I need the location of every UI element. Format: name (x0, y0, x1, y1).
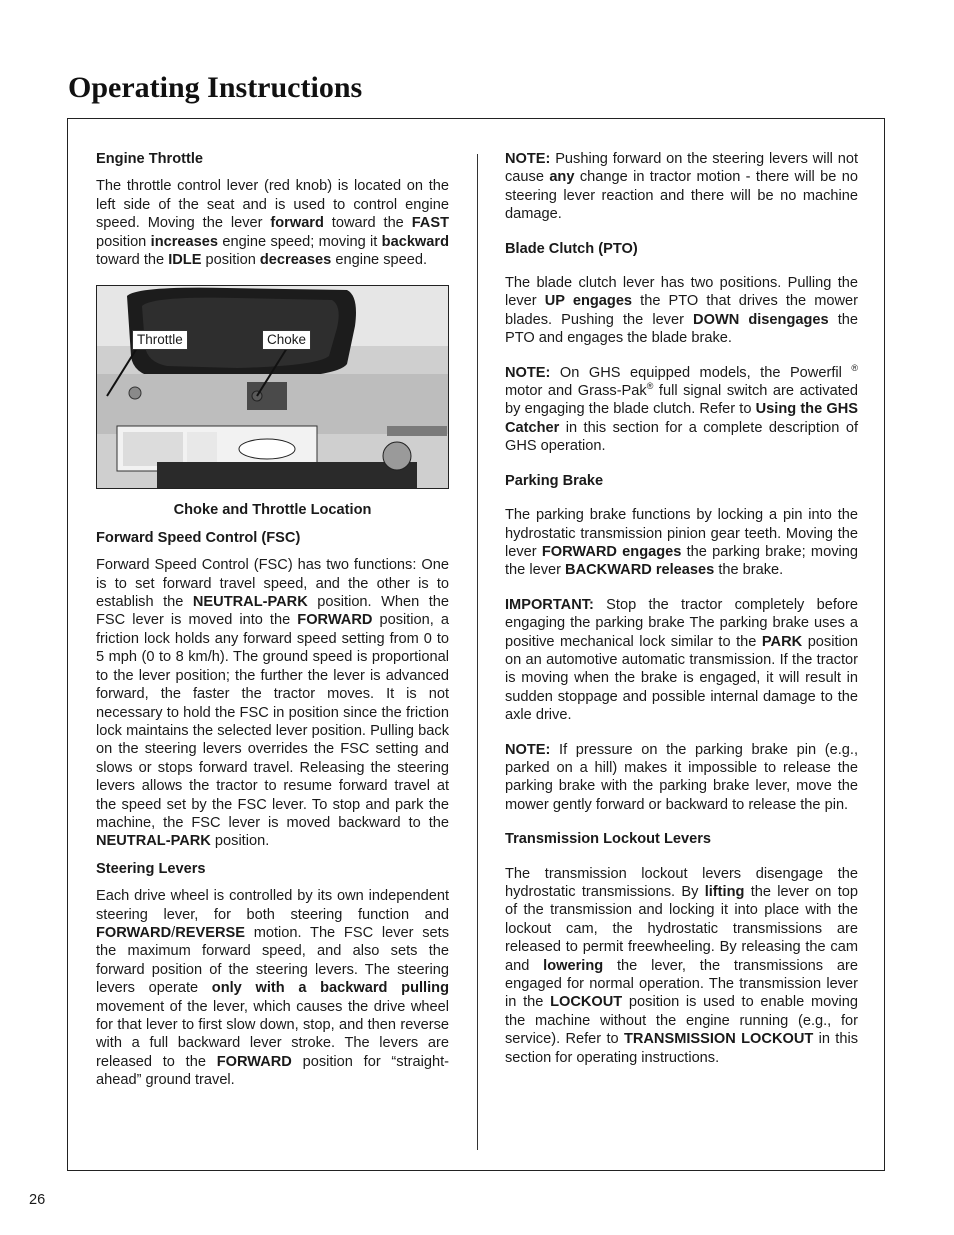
blade-clutch-paragraph: The blade clutch lever has two positions. Pulling the lever UP engages the PTO that drives the mower blades. Pushing the lever DOWN disengages the PTO and engages the blade brake. (505, 275, 859, 347)
ghs-note: NOTE: On GHS equipped models, the Powerfil ® motor and Grass-Pak® full signal switch are activated by engaging the blade clutch. Refer to Using the GHS Catcher in this section for a complete description of GHS operation. (505, 362, 859, 455)
lockout-paragraph: The transmission lockout levers disengage the hydrostatic transmissions. By lifting the lever on top of the transmission and locking it into place with the lockout cam, the hydrostatic transmissions are released to permit freewheeling. By releasing the cam and lowering the lever, the transmissions are engaged for normal operation. The transmission lever in the LOCKOUT position is used to enable moving the machine without the engine running (e.g., for service). Refer to TRANSMISSION LOCKOUT in this section for operating instructions. (505, 865, 859, 1066)
page-number: 26 (29, 1192, 46, 1208)
choke-throttle-photo (96, 285, 449, 489)
parking-brake-important: IMPORTANT: Stop the tractor completely before engaging the parking brake The parking brake uses a positive mechanical lock similar to the PARK position on an automotive automatic transmission. If the tractor is moving when the brake is engaged, it will result in sudden stoppage and possible internal damage to the axle drive. (505, 596, 858, 724)
column-divider (477, 154, 478, 1150)
parking-brake-paragraph: The parking brake functions by locking a pin into the hydrostatic transmission pinion gear teeth. Moving the lever FORWARD engages the parking brake; moving the lever BACKWARD releases the brake. (505, 507, 858, 579)
blade-clutch-heading: Blade Clutch (PTO) (505, 240, 638, 257)
steering-note: NOTE: Pushing forward on the steering levers will not cause any change in tractor motion - there will be no steering lever reaction and there will be no machine damage. (505, 151, 858, 223)
parking-brake-note: NOTE: If pressure on the parking brake pin (e.g., parked on a hill) makes it impossible to release the parking brake with the parking brake lever, move the mower gently forward or backward to release the pin. (505, 741, 858, 813)
steering-heading: Steering Levers (96, 860, 206, 877)
right-column (505, 150, 858, 1076)
fsc-paragraph: Forward Speed Control (FSC) has two functions: One is to set forward travel speed, and the other is to establish the NEUTRAL-PARK position. When the FSC lever is moved into the FORWARD position, a friction lock holds any forward speed setting from 0 to 5 mph (0 to 8 km/h). The ground speed is proportional to the lever position; the further the lever is advanced forward, the faster the tractor moves. It is not necessary to hold the FSC in position since the friction lock maintains the selected lever position. Pulling back on the steering levers overrides the FSC setting and slows or stops forward travel. Releasing the steering levers allows the tractor to resume forward travel at the speed set by the FSC lever. To stop and park the machine, the FSC lever is moved backward to the NEUTRAL-PARK position. (96, 557, 450, 850)
fsc-heading: Forward Speed Control (FSC) (96, 529, 301, 546)
engine-throttle-paragraph: The throttle control lever (red knob) is located on the left side of the seat and is used to control engine speed. Moving the lever forward toward the FAST position increases engine speed; moving it backward toward the IDLE position decreases engine speed. (96, 178, 449, 269)
engine-throttle-heading: Engine Throttle (96, 151, 204, 167)
mower-photo-illustration (97, 286, 449, 489)
page-title: Operating Instructions (68, 71, 363, 104)
throttle-callout: Throttle (132, 330, 188, 350)
left-column (96, 150, 449, 1099)
steering-paragraph: Each drive wheel is controlled by its own independent steering lever, for both steering function and FORWARD/REVERSE motion. The FSC lever sets the maximum forward speed, and also sets the forward position of the steering levers. The steering levers operate only with a backward pulling movement of the lever, which causes the drive wheel for that lever to first slow down, stop, and then reverse with a full backward lever stroke. The levers are released to the FORWARD position for “straight-ahead” ground travel. (96, 888, 450, 1089)
photo-caption: Choke and Throttle Location (173, 502, 372, 519)
lockout-heading: Transmission Lockout Levers (505, 831, 712, 848)
choke-callout: Choke (262, 330, 311, 350)
parking-brake-heading: Parking Brake (505, 472, 604, 489)
